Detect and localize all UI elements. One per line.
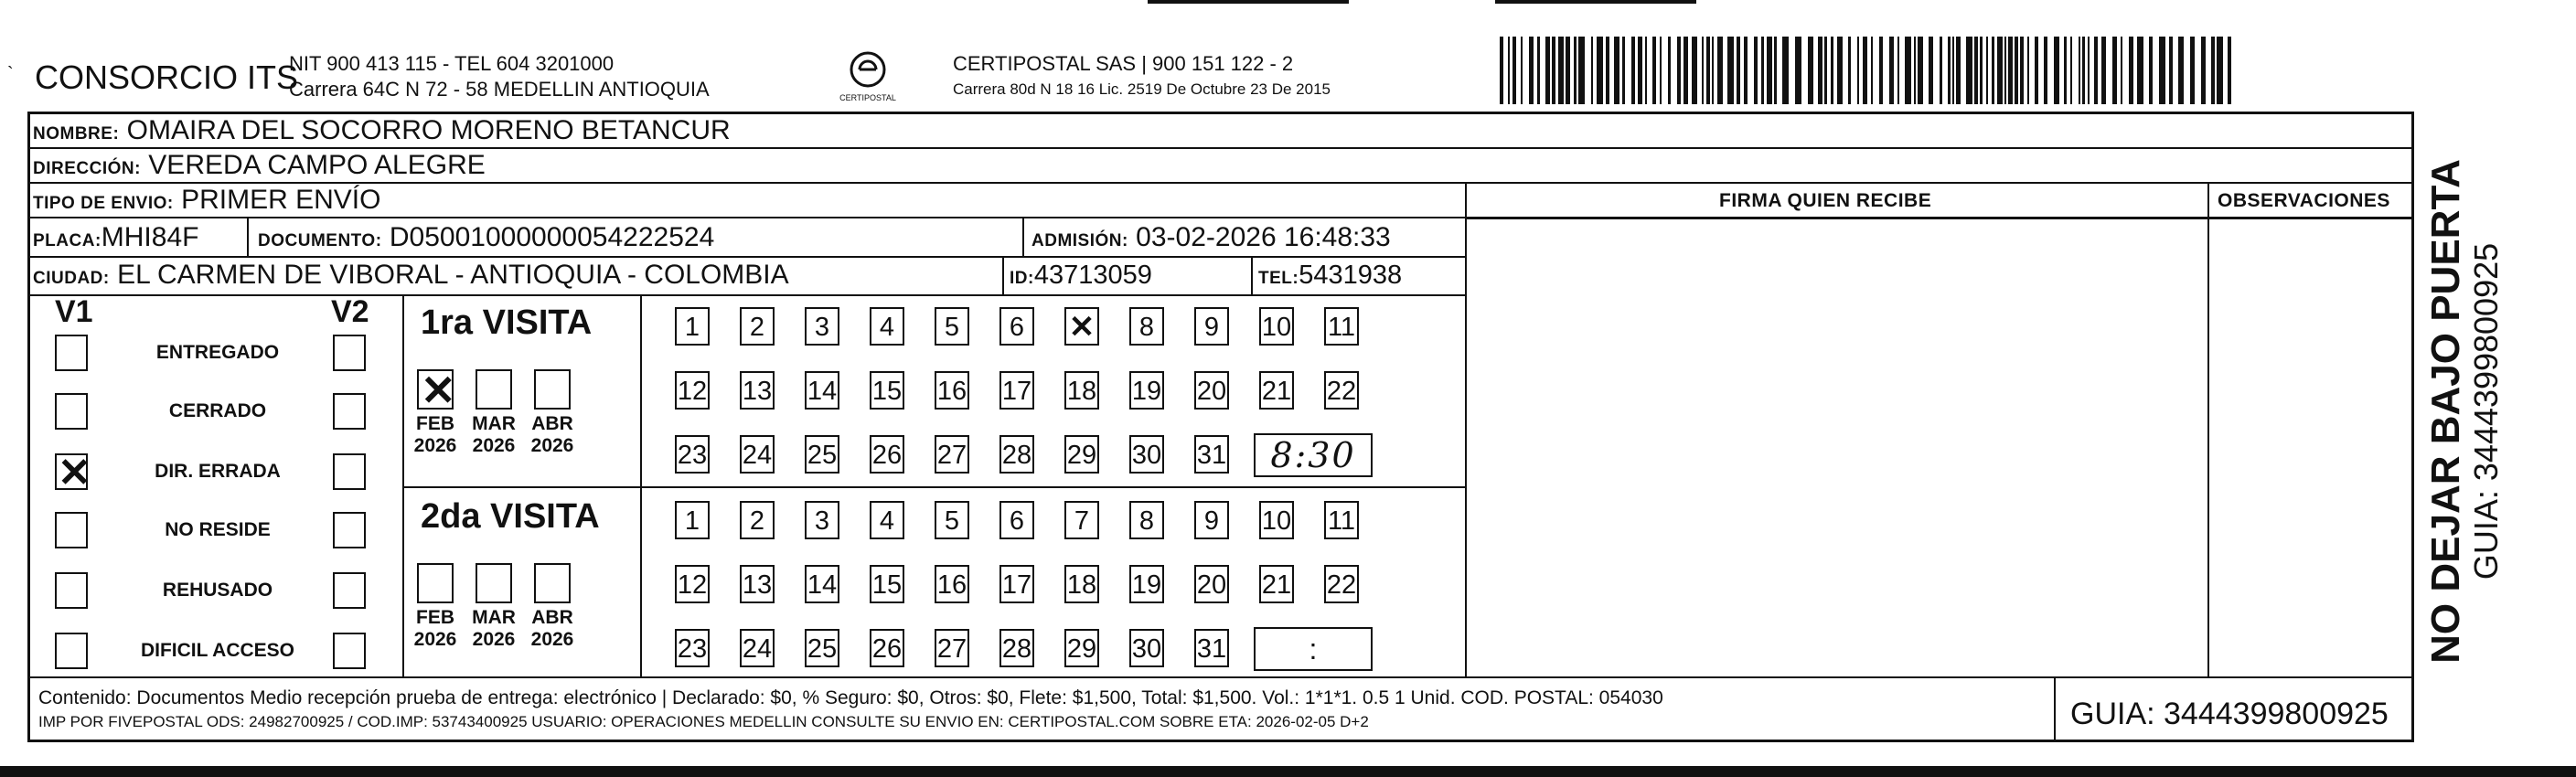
observaciones-header: OBSERVACIONES (2218, 190, 2390, 211)
v1-checkbox[interactable] (55, 572, 88, 609)
v2-checkbox[interactable] (333, 633, 366, 669)
day-checkbox[interactable]: 29 (1064, 435, 1099, 474)
side-guia: GUIA: 3444399800925 (2467, 242, 2505, 580)
day-checkbox[interactable]: 8 (1129, 307, 1164, 346)
day-checkbox[interactable]: ✕ (1064, 307, 1099, 346)
day-checkbox[interactable]: 26 (870, 629, 904, 667)
direccion-row (27, 149, 2414, 184)
direccion-value: VEREDA CAMPO ALEGRE (148, 150, 486, 180)
day-checkbox[interactable]: 26 (870, 435, 904, 474)
tel-field (1258, 261, 1402, 291)
id-field (1010, 261, 1152, 291)
day-checkbox[interactable]: 2 (740, 307, 775, 346)
day-checkbox[interactable]: 14 (805, 371, 839, 410)
day-checkbox[interactable]: 16 (935, 371, 969, 410)
v2-checkbox[interactable] (333, 393, 366, 430)
v1-checkbox[interactable] (55, 512, 88, 548)
month-name: MAR (472, 413, 516, 434)
day-checkbox[interactable]: 31 (1194, 629, 1229, 667)
month-name: ABR (531, 413, 573, 434)
day-checkbox[interactable]: 1 (675, 307, 710, 346)
tipo-label: TIPO DE ENVIO: (33, 194, 174, 213)
certipostal-address: Carrera 80d N 18 16 Lic. 2519 De Octubre 23 De 2015 (953, 80, 1331, 98)
status-label: REHUSADO (162, 580, 273, 601)
status-label: ENTREGADO (155, 342, 280, 363)
admision-value: 03-02-2026 16:48:33 (1136, 222, 1391, 252)
day-checkbox[interactable]: 12 (675, 565, 710, 603)
months-divider (640, 294, 642, 676)
month-name: ABR (531, 607, 573, 628)
day-checkbox[interactable]: 22 (1324, 565, 1359, 603)
v2-header: V2 (331, 294, 369, 329)
day-checkbox[interactable]: 18 (1064, 565, 1099, 603)
day-checkbox[interactable]: 30 (1129, 435, 1164, 474)
documento-value: D05001000000054222524 (389, 222, 715, 252)
firma-header: FIRMA QUIEN RECIBE (1719, 190, 1932, 211)
placa-label: PLACA: (33, 231, 102, 250)
side-vertical-inner (2424, 159, 2505, 664)
admision-field (1031, 222, 1391, 253)
day-checkbox[interactable]: 12 (675, 371, 710, 410)
day-checkbox[interactable]: 10 (1259, 307, 1294, 346)
day-checkbox[interactable]: 24 (740, 629, 775, 667)
certipostal-info (953, 51, 1331, 102)
contenido-line: Contenido: Documentos Medio recepción prueba de entrega: electrónico | Declarado: $0, % Seguro: $0, Otros: $0, Flete: $1,500, Total: $1,500. Vol.: 1*1*1. 0.5 1 Unid. COD. POSTAL: 054030 (38, 687, 1663, 708)
day-checkbox[interactable]: 18 (1064, 371, 1099, 410)
documento-field (258, 222, 714, 253)
visit-time-field[interactable]: 8:30 (1254, 433, 1373, 477)
documento-label: DOCUMENTO: (258, 231, 382, 250)
firma-divider (1465, 184, 1467, 677)
v2-checkbox[interactable] (333, 572, 366, 609)
day-checkbox[interactable]: 1 (675, 501, 710, 539)
month-year: 2026 (530, 435, 574, 456)
status-label: NO RESIDE (165, 519, 271, 540)
day-checkbox[interactable]: 13 (740, 371, 775, 410)
day-checkbox[interactable]: 16 (935, 565, 969, 603)
day-checkbox[interactable]: 23 (675, 629, 710, 667)
certipostal-nit: CERTIPOSTAL SAS | 900 151 122 - 2 (953, 52, 1294, 75)
nombre-label: NOMBRE: (33, 124, 120, 144)
admision-divider (1022, 218, 1024, 256)
month-label (408, 413, 463, 457)
day-checkbox[interactable]: 21 (1259, 565, 1294, 603)
month-checkbox[interactable] (476, 369, 512, 410)
month-year: 2026 (472, 435, 516, 456)
v2-checkbox[interactable] (333, 512, 366, 548)
barcode (1500, 37, 2231, 104)
nombre-row (27, 114, 2414, 149)
status-label: CERRADO (168, 400, 267, 421)
month-year: 2026 (472, 629, 516, 650)
visita-title: 2da VISITA (421, 497, 600, 536)
status-label: DIR. ERRADA (155, 461, 281, 482)
month-name: FEB (416, 413, 454, 434)
side-vertical-text (2423, 155, 2506, 667)
day-checkbox[interactable]: 4 (870, 501, 904, 539)
footer-guia: GUIA: 3444399800925 (2070, 697, 2389, 731)
placa-field (33, 222, 198, 253)
month-name: FEB (416, 607, 454, 628)
direccion-label: DIRECCIÓN: (33, 159, 141, 178)
day-checkbox[interactable]: 23 (675, 435, 710, 474)
month-label (525, 607, 580, 651)
day-checkbox[interactable]: 10 (1259, 501, 1294, 539)
nit-line: NIT 900 413 115 - TEL 604 3201000 (289, 52, 615, 75)
footer-divider (27, 676, 2414, 678)
status-divider (402, 294, 404, 676)
ciudad-row-bottom (27, 294, 1467, 296)
day-checkbox[interactable]: 2 (740, 501, 775, 539)
no-dejar-warning: NO DEJAR BAJO PUERTA (2423, 159, 2468, 664)
day-checkbox[interactable]: 15 (870, 371, 904, 410)
v1-checkbox[interactable] (55, 633, 88, 669)
tel-value: 5431938 (1299, 261, 1403, 290)
month-checkbox[interactable] (476, 563, 512, 603)
tel-label: TEL: (1258, 269, 1299, 288)
day-checkbox[interactable]: 25 (805, 435, 839, 474)
day-checkbox[interactable]: 15 (870, 565, 904, 603)
day-checkbox[interactable]: 27 (935, 629, 969, 667)
observaciones-divider (2207, 184, 2209, 677)
nombre-value: OMAIRA DEL SOCORRO MORENO BETANCUR (126, 115, 731, 145)
v1-header: V1 (55, 294, 93, 329)
day-checkbox[interactable]: 4 (870, 307, 904, 346)
day-checkbox[interactable]: 3 (805, 307, 839, 346)
certipostal-logo-icon (832, 48, 903, 106)
month-checkbox[interactable] (417, 369, 454, 410)
day-checkbox[interactable]: 5 (935, 501, 969, 539)
tipo-row (27, 184, 2414, 218)
day-checkbox[interactable]: 19 (1129, 565, 1164, 603)
month-label (408, 607, 463, 651)
ciudad-value: EL CARMEN DE VIBORAL - ANTIOQUIA - COLOMBIA (117, 260, 789, 290)
month-checkbox[interactable] (534, 369, 571, 410)
bottom-edge (0, 766, 2576, 777)
month-year: 2026 (530, 629, 574, 650)
month-label (525, 413, 580, 457)
visits-divider (402, 486, 1467, 488)
day-checkbox[interactable]: 3 (805, 501, 839, 539)
day-checkbox[interactable]: 31 (1194, 435, 1229, 474)
v2-checkbox[interactable] (333, 335, 366, 371)
month-label (466, 607, 521, 651)
v2-checkbox[interactable] (333, 453, 366, 490)
svg-text:CERTIPOSTAL: CERTIPOSTAL (839, 93, 896, 102)
day-checkbox[interactable]: 11 (1324, 501, 1359, 539)
day-checkbox[interactable]: 30 (1129, 629, 1164, 667)
day-checkbox[interactable]: 20 (1194, 565, 1229, 603)
day-checkbox[interactable]: 6 (999, 501, 1034, 539)
day-checkbox[interactable]: 21 (1259, 371, 1294, 410)
month-name: MAR (472, 607, 516, 628)
v1-checkbox[interactable] (55, 335, 88, 371)
impresion-line: IMP POR FIVEPOSTAL ODS: 24982700925 / COD.IMP: 53743400925 USUARIO: OPERACIONES MEDELLIN CONSULTE SU ENVIO EN: CERTIPOSTAL.COM SOBRE ETA: 2026-02-05 D+2 (38, 713, 1369, 730)
status-label: DIFICIL ACCESO (140, 640, 294, 661)
day-checkbox[interactable]: 24 (740, 435, 775, 474)
admision-label: ADMISIÓN: (1031, 231, 1128, 250)
day-checkbox[interactable]: 14 (805, 565, 839, 603)
day-checkbox[interactable]: 8 (1129, 501, 1164, 539)
day-checkbox[interactable]: 19 (1129, 371, 1164, 410)
margin-mark: ` (7, 64, 14, 84)
day-checkbox[interactable]: 29 (1064, 629, 1099, 667)
month-year: 2026 (413, 629, 457, 650)
visit-time-field[interactable]: : (1254, 627, 1373, 671)
month-checkbox[interactable] (534, 563, 571, 603)
day-checkbox[interactable]: 13 (740, 565, 775, 603)
company-name: CONSORCIO ITS (35, 59, 299, 96)
day-checkbox[interactable]: 7 (1064, 501, 1099, 539)
month-year: 2026 (413, 435, 457, 456)
day-checkbox[interactable]: 17 (999, 565, 1034, 603)
tipo-value: PRIMER ENVÍO (181, 185, 381, 215)
id-divider (1002, 256, 1004, 294)
id-value: 43713059 (1033, 261, 1152, 290)
day-checkbox[interactable]: 20 (1194, 371, 1229, 410)
id-label: ID: (1010, 269, 1034, 288)
company-address: Carrera 64C N 72 - 58 MEDELLIN ANTIOQUIA (289, 78, 710, 101)
day-checkbox[interactable]: 17 (999, 371, 1034, 410)
day-checkbox[interactable]: 22 (1324, 371, 1359, 410)
day-checkbox[interactable]: 25 (805, 629, 839, 667)
day-checkbox[interactable]: 11 (1324, 307, 1359, 346)
placa-value: MHI84F (101, 222, 199, 252)
ciudad-label: CIUDAD: (33, 269, 110, 288)
day-checkbox[interactable]: 6 (999, 307, 1034, 346)
placa-divider (247, 218, 249, 256)
day-checkbox[interactable]: 5 (935, 307, 969, 346)
header-underline (1465, 218, 2414, 219)
visita-title: 1ra VISITA (421, 303, 593, 342)
day-checkbox[interactable]: 9 (1194, 307, 1229, 346)
month-label (466, 413, 521, 457)
month-checkbox[interactable] (417, 563, 454, 603)
day-checkbox[interactable]: 28 (999, 629, 1034, 667)
ciudad-field (33, 260, 789, 291)
top-edge-marks (1148, 0, 1696, 5)
day-checkbox[interactable]: 27 (935, 435, 969, 474)
company-info (289, 51, 710, 102)
day-checkbox[interactable]: 9 (1194, 501, 1229, 539)
v1-checkbox[interactable] (55, 393, 88, 430)
tel-divider (1251, 256, 1253, 294)
day-checkbox[interactable]: 28 (999, 435, 1034, 474)
v1-checkbox[interactable] (55, 453, 88, 490)
